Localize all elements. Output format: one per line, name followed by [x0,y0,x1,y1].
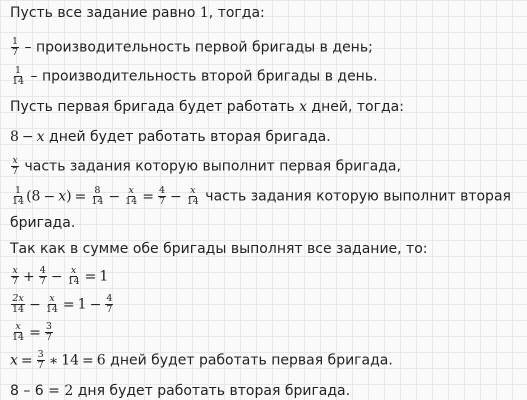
operator: − [108,188,121,205]
denominator: 14 [67,276,80,287]
numerator: 1 [15,185,22,196]
denominator: 7 [12,47,19,58]
fraction [11,37,19,58]
line-14 [10,382,350,400]
numerator: 4 [106,293,113,304]
line-6 [10,156,401,177]
denominator: 14 [12,196,25,207]
fraction [39,266,47,287]
text: дней, тогда: [306,99,404,115]
line-5 [10,128,331,146]
fraction [45,294,59,315]
fraction [105,294,113,315]
denominator: 14 [91,196,104,207]
numerator: x [12,265,18,276]
variable-x: x [36,129,45,145]
text: 8 – 6 = [10,383,65,399]
text: дней будет работать вторая бригада. [44,129,331,145]
variable-x: x [299,99,307,115]
number: 14 [61,352,80,369]
number: 1 [77,296,87,313]
text: бригада. [10,215,76,231]
fraction [158,186,166,207]
fraction [11,294,25,315]
number: 1 [99,268,109,285]
text: дней будет работать первая бригада. [105,352,393,369]
line-1 [10,4,265,22]
fraction [11,322,25,343]
text: часть задания которую выполнит первая бригада, [20,158,401,175]
equals: = [84,268,97,285]
operator: + [23,268,35,285]
text: Пусть все задание равно [10,5,200,21]
numerator: 8 [94,185,101,196]
fraction [11,66,25,87]
numerator: 3 [37,349,44,360]
fraction [124,186,138,207]
operator: − [43,188,56,205]
denominator: 7 [45,332,52,343]
paren-open: (8 [26,188,41,205]
text: , тогда: [208,5,265,21]
fraction [11,266,19,287]
equals: = [74,188,87,205]
numerator: x [128,185,134,196]
operator: − [89,296,102,313]
line-3 [10,66,378,87]
number: 8 [10,129,19,145]
line-8 [10,214,75,232]
paren-close: ) [66,188,72,205]
numerator: x [12,155,18,166]
line-7 [10,186,511,207]
denominator: 7 [12,276,19,287]
operator: − [170,188,182,205]
variable-x: x [58,188,67,205]
numerator: 2x [12,293,24,304]
numerator: 1 [12,36,19,47]
numerator: 4 [39,265,46,276]
fraction [11,186,25,207]
operator: − [21,129,34,145]
denominator: 14 [12,76,25,87]
operator: ∗ [48,352,59,369]
variable-x: x [10,352,18,369]
number: 6 [96,352,106,369]
fraction [37,350,45,371]
denominator: 7 [37,360,44,371]
equals: = [62,296,75,313]
number: 2 [64,383,74,399]
line-2 [10,37,373,58]
numerator: x [49,293,55,304]
numerator: x [70,265,77,276]
denominator: 7 [12,166,19,177]
line-10 [10,266,108,287]
text: Пусть первая бригада будет работать [10,99,300,115]
text: часть задания которую выполнит вторая [200,188,511,205]
denominator: 14 [45,304,58,315]
operator: − [50,268,63,285]
denominator: 7 [158,196,166,207]
denominator: 7 [106,304,113,315]
denominator: 14 [186,196,199,207]
numerator: 1 [15,65,22,76]
text: Так как в сумме обе бригады выполнят все задание, то: [10,241,428,257]
fraction [45,322,53,343]
line-9 [10,240,428,258]
denominator: 14 [12,332,25,343]
text: – производительность первой бригады в день; [20,39,373,56]
operator: − [29,296,41,313]
fraction [186,186,200,207]
fraction [90,186,104,207]
denominator: 14 [12,304,25,315]
line-12 [10,322,54,343]
numerator: 4 [158,185,166,196]
equals: = [20,352,33,369]
text: – производительность второй бригады в день. [26,68,378,85]
numerator: x [15,321,21,332]
denominator: 14 [125,196,138,207]
text: дня будет работать вторая бригада. [73,383,351,399]
number: 1 [199,5,209,21]
fraction [67,266,81,287]
equals: = [29,324,41,341]
line-11 [10,294,114,315]
line-4 [10,98,404,116]
equals: = [142,188,154,205]
numerator: 3 [45,321,52,332]
equals: = [82,352,94,369]
line-13 [10,350,393,371]
denominator: 7 [39,276,46,287]
fraction [11,156,19,177]
numerator: x [190,185,196,196]
